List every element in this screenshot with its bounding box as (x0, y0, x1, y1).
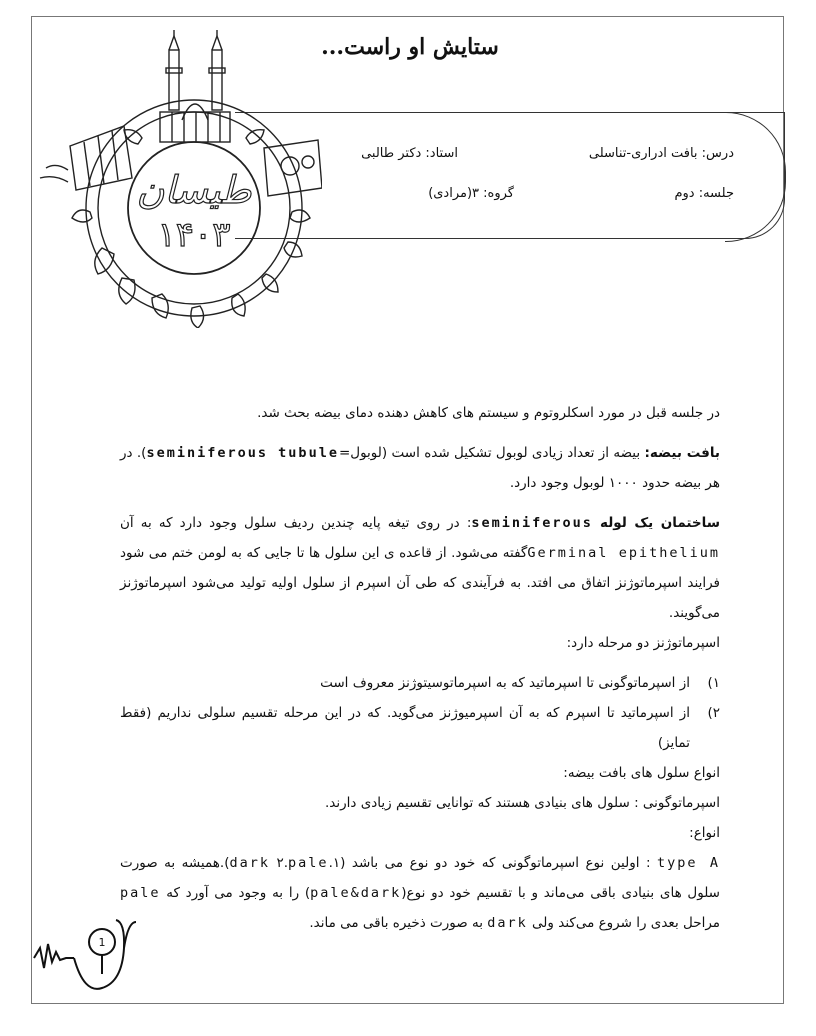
type-a-text-e: به صورت ذخیره باقی می ماند. (309, 915, 488, 931)
type-a-sep: ۲. (270, 855, 289, 871)
type-a-text-c: ) را به وجود می آورد که (160, 885, 311, 901)
term-type-a: type A (657, 855, 720, 871)
spermatogenesis-stages-heading: اسپرماتوژنز دو مرحله دارد: (566, 635, 720, 651)
term-germinal-epithelium: Germinal epithelium (527, 545, 720, 561)
professor-label: استاد: دکتر طالبی (361, 146, 458, 161)
type-a-text-b: ).همیشه به صورت سلول های بنیادی باقی می‌ماند و با تقسیم خود دو نوع( (120, 855, 720, 901)
term-dark: dark (229, 855, 270, 871)
tubule-structure-text-a: : در روی تیغه پایه چندین ردیف سلول وجود دارد که به آن (120, 515, 472, 531)
emblem-year: ۱۴۰۳ (157, 215, 231, 255)
list-number: ۲) (707, 705, 720, 721)
list-text: از اسپرماتید تا اسپرم که به آن اسپرمیوژنز می‌گوید. که در این مرحله تقسیم سلولی نداریم (فقط تمایز) (120, 705, 690, 751)
list-number: ۱) (707, 675, 720, 691)
term-dark-2: dark (487, 915, 528, 931)
group-label: گروه: ۳(مرادی) (428, 186, 514, 201)
testis-tissue-paragraph (120, 438, 720, 498)
kinds-label: انواع: (689, 825, 720, 841)
course-label: درس: بافت ادراری-تناسلی (588, 146, 734, 161)
emblem-logo (32, 28, 322, 328)
stethoscope-icon (32, 918, 142, 998)
cell-types-heading: انواع سلول های بافت بیضه: (563, 765, 720, 781)
page-title: ستایش او راست... (321, 34, 499, 60)
testis-tissue-text-a: بیضه از تعداد زیادی لوبول تشکیل شده است (لوبول= (338, 445, 645, 461)
emblem-text: طیسان (136, 168, 252, 212)
info-box-curve (725, 112, 786, 242)
term-pale-dark: pale&dark (310, 885, 402, 901)
page-number: 1 (98, 936, 106, 949)
document-body (120, 398, 720, 938)
list-item (120, 668, 720, 698)
type-a-text-a: : اولین نوع اسپرماتوگونی که خود دو نوع می باشد (۱. (328, 855, 658, 871)
term-pale-2: pale (120, 885, 161, 901)
term-seminiferous: seminiferous (471, 515, 593, 531)
spermatogonia-text: اسپرماتوگونی : سلول های بنیادی هستند که توانایی تقسیم زیادی دارند. (325, 795, 720, 811)
session-label: جلسه: دوم (674, 186, 734, 201)
testis-tissue-text-b: ). در هر بیضه حدود ۱۰۰۰ لوبول وجود دارد. (120, 445, 720, 491)
term-seminiferous-tubule: seminiferous tubule (146, 445, 339, 461)
tubule-structure-text-b: گفته می‌شود. از قاعده ی این سلول ها تا جایی که به لومن ختم می شود فرایند اسپرماتوژنز اتفاق می افتد. به فرآیندی که طی آن اسپرم از سلول اولیه تولید می‌شود اسپرماتوژنز می‌گویند. (120, 545, 720, 621)
testis-tissue-label: بافت بیضه: (644, 445, 720, 461)
tubule-structure-paragraph (120, 508, 720, 628)
list-item (120, 698, 720, 758)
intro-paragraph: در جلسه قبل در مورد اسکلروتوم و سیستم های کاهش دهنده دمای بیضه بحث شد. (257, 405, 720, 421)
type-a-text-d: مراحل بعدی را شروع می‌کند ولی (527, 915, 720, 931)
list-text: از اسپرماتوگونی تا اسپرماتید که به اسپرماتوسیتوژنز معروف است (320, 675, 690, 691)
type-a-paragraph (120, 848, 720, 938)
term-pale: pale (288, 855, 329, 871)
tubule-structure-label: ساختمان یک لوله (600, 515, 721, 531)
